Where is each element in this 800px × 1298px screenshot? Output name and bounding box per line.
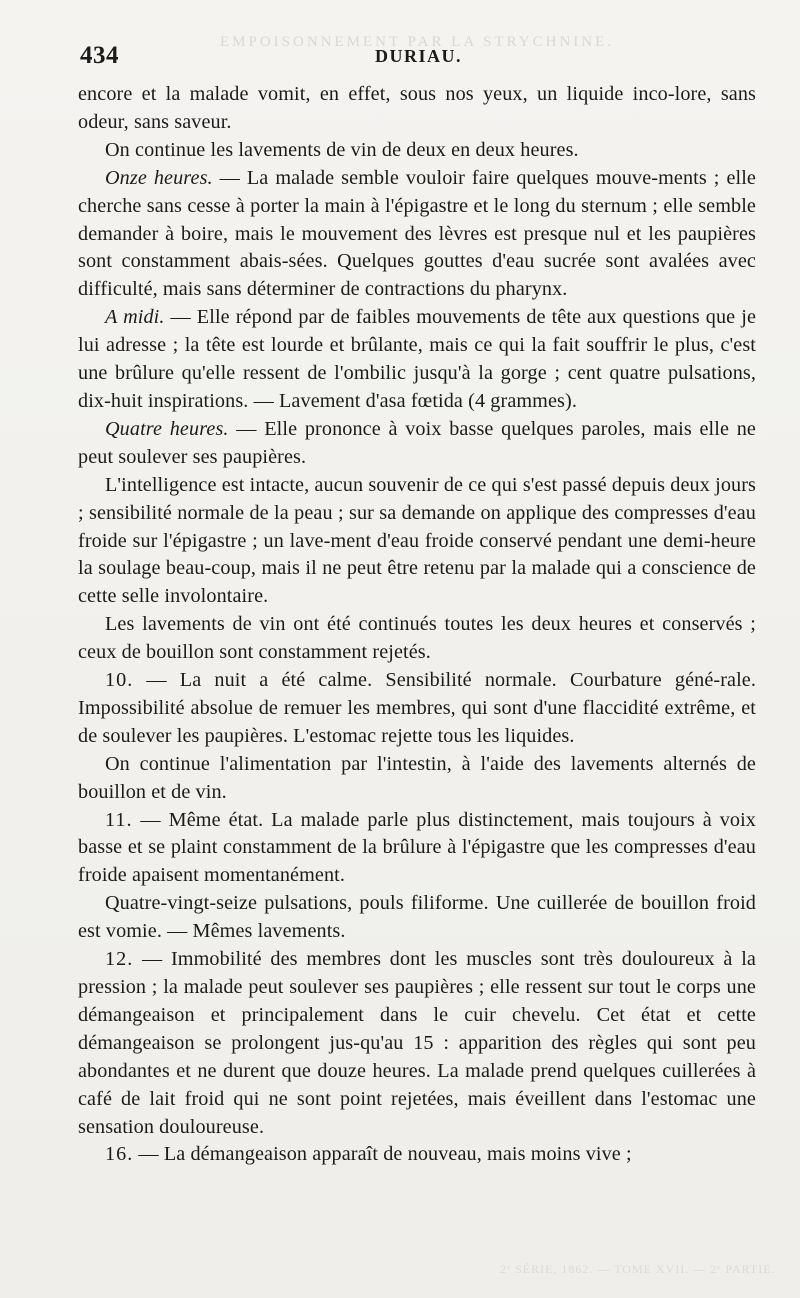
paragraph-text: — La nuit a été calme. Sensibilité normale. Courbature géné-rale. Impossibilité absolue de remuer les membres, qui sont d'une flaccidité extrême, et de soulever les paupières. L'estomac rejette tous les liquides.: [78, 669, 756, 747]
paragraph-text: encore et la malade vomit, en effet, sous nos yeux, un liquide inco-lore, sans odeur, sans saveur.: [78, 83, 756, 133]
paragraph: [78, 137, 756, 165]
paragraph: [78, 81, 756, 137]
paragraph-text: On continue l'alimentation par l'intestin, à l'aide des lavements alternés de bouillon et de vin.: [78, 752, 756, 803]
paragraph-text: — Elle prononce à voix basse quelques paroles, mais elle ne peut soulever ses paupières.: [78, 417, 756, 468]
paragraph: [78, 165, 756, 305]
day-number: 10.: [105, 669, 134, 692]
paragraph-text: L'intelligence est intacte, aucun souvenir de ce qui s'est passé depuis deux jours ; sensibilité normale de la peau ; sur sa demande on applique des compresses d'eau froide sur l'épigastre ; un lave-ment d'eau froide conservé pendant une demi-heure la soulage beau-coup, mais il ne peut être retenu par la malade qui a conscience de cette selle involontaire.: [78, 473, 756, 608]
show-through-text: EMPOISONNEMENT PAR LA STRYCHNINE.: [220, 34, 615, 50]
body-text: [78, 81, 756, 1169]
paragraph-text: Quatre-vingt-seize pulsations, pouls filiforme. Une cuillerée de bouillon froid est vomie. — Mêmes lavements.: [78, 892, 756, 943]
paragraph-text: Les lavements de vin ont été continués toutes les deux heures et conservés ; ceux de bouillon sont constamment rejetés.: [78, 613, 756, 664]
paragraph-lead: Quatre heures.: [105, 417, 229, 440]
paragraph-lead: Onze heures.: [105, 166, 213, 189]
day-number: 11.: [105, 808, 133, 831]
show-through-footer: 2ᵉ SÉRIE, 1862. — TOME XVII. — 2ᵉ PARTIE.: [500, 1262, 776, 1276]
day-number: 16.: [105, 1143, 134, 1166]
paragraph-text: — La malade semble vouloir faire quelques mouve-ments ; elle cherche sans cesse à porter la main à l'épigastre et le long du sternum ; elle semble demander à boire, mais le mouvement des lèvres est presque nul et les paupières sont constamment abais-sées. Quelques gouttes d'eau sucrée sont avalées avec difficulté, mais sans déterminer de contractions du pharynx.: [78, 166, 756, 301]
paragraph: [78, 890, 756, 946]
page-header: [80, 42, 760, 72]
paragraph: [78, 416, 756, 472]
paragraph: [78, 751, 756, 807]
paragraph: [78, 1141, 756, 1169]
paragraph-text: On continue les lavements de vin de deux en deux heures.: [105, 138, 579, 161]
running-head: DURIAU.: [375, 46, 462, 66]
paragraph-text: — Elle répond par de faibles mouvements de tête aux questions que je lui adresse ; la tête est lourde et brûlante, mais ce qui la fait souffrir le plus, c'est une brûlure qu'elle ressent de l'ombilic jusqu'à la gorge ; cent quatre pulsations, dix-huit inspirations. — Lavement d'asa fœtida (4 grammes).: [78, 306, 757, 412]
paragraph: [78, 472, 756, 612]
paragraph-text: — La démangeaison apparaît de nouveau, mais moins vive ;: [133, 1143, 632, 1166]
day-number: 12.: [105, 948, 134, 971]
paragraph: [78, 946, 756, 1141]
paragraph-text: — Même état. La malade parle plus distinctement, mais toujours à voix basse et se plaint constamment de la brûlure à l'épigastre que les compresses d'eau froide apaisent momentanément.: [78, 808, 756, 887]
paragraph: [78, 667, 756, 751]
paragraph-text: — Immobilité des membres dont les muscles sont très douloureux à la pression ; la malade peut soulever ses paupières ; elle ressent sur tout le corps une démangeaison et principalement dans le cuir chevelu. Cet état et cette démangeaison se prolongent jus-qu'au 15 : apparition des règles qui sont peu abondantes et ne durent que douze heures. La malade prend quelques cuillerées à café de lait froid qui ne sont point rejetées, mais éveillent dans l'estomac une sensation douloureuse.: [78, 948, 756, 1138]
paragraph: [78, 611, 756, 667]
page-number: 434: [80, 42, 119, 69]
paragraph-lead: A midi.: [105, 306, 165, 329]
paragraph: [78, 807, 756, 891]
paragraph: [78, 304, 756, 416]
